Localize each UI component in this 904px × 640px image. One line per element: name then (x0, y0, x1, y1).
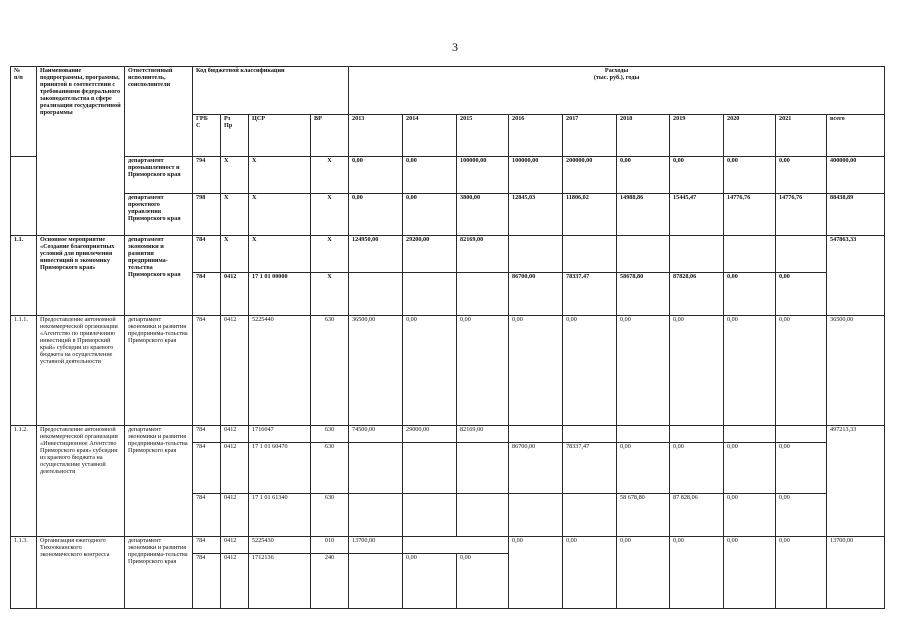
cell-value: 15445,47 (670, 194, 724, 236)
cell-value: 0,00 (617, 316, 670, 426)
cell-rzpr: 0412 (221, 443, 249, 494)
cell-csr: 1716047 (249, 426, 311, 443)
cell-grbs: 784 (193, 236, 221, 273)
cell-value: 0,00 (776, 494, 827, 537)
cell-value: 0,00 (457, 554, 509, 609)
cell-vr: X (311, 236, 349, 273)
cell-rzpr: 0412 (221, 426, 249, 443)
cell-name: Основное мероприятие «Создание благоприятных условий для привлечения инвестиций в экономику Приморского края» (37, 236, 125, 316)
cell-value: 200000,00 (563, 157, 617, 194)
cell-vr: 630 (311, 443, 349, 494)
cell-value: 78337,47 (563, 273, 617, 316)
table-row (11, 537, 885, 554)
cell-vr: 010 (311, 537, 349, 554)
cell-csr: X (249, 157, 311, 194)
cell-rzpr: 0412 (221, 273, 249, 316)
cell-value: 0,00 (670, 537, 724, 609)
cell-value: 12845,03 (509, 194, 563, 236)
cell-empty (509, 426, 563, 443)
cell-name: Предоставление автономной некоммерческой организации «Инвестиционное Агентство Приморского края» субсидии из краевого бюджета на осуществление уставной деятельности (37, 426, 125, 537)
cell-empty (349, 554, 403, 609)
header-responsible: Ответственный исполнитель, соисполнители (125, 67, 193, 157)
cell-total: 400000,00 (827, 157, 885, 194)
cell-empty (11, 157, 37, 236)
header-grbs: ГРБ С (193, 115, 221, 157)
cell-responsible: департамент промышленност и Приморского края (125, 157, 193, 194)
cell-value: 0,00 (509, 537, 563, 609)
cell-value: 0,00 (670, 316, 724, 426)
header-year: 2013 (349, 115, 403, 157)
cell-vr: X (311, 194, 349, 236)
cell-empty (403, 273, 457, 316)
cell-rzpr: 0412 (221, 554, 249, 609)
cell-value: 0,00 (563, 316, 617, 426)
cell-empty (349, 494, 403, 537)
cell-grbs: 784 (193, 316, 221, 426)
cell-value: 82169,00 (457, 426, 509, 443)
cell-total: 13700,00 (827, 537, 885, 609)
cell-csr: X (249, 236, 311, 273)
cell-value: 0,00 (509, 316, 563, 426)
cell-csr: 17 1 01 00000 (249, 273, 311, 316)
cell-empty (403, 443, 457, 494)
cell-responsible: департамент проектного управления Приморского края (125, 194, 193, 236)
header-csr: ЦСР (249, 115, 311, 157)
cell-rzpr: X (221, 236, 249, 273)
budget-table (10, 66, 885, 609)
cell-value: 0,00 (724, 157, 776, 194)
cell-total: 497213,33 (827, 426, 885, 537)
cell-value: 3800,00 (457, 194, 509, 236)
cell-value: 78337,47 (563, 443, 617, 494)
cell-value: 0,00 (724, 273, 776, 316)
header-year: 2016 (509, 115, 563, 157)
cell-vr: 630 (311, 426, 349, 443)
cell-value: 11806,02 (563, 194, 617, 236)
cell-empty (776, 426, 827, 443)
cell-empty (563, 426, 617, 443)
cell-value: 82169,00 (457, 236, 509, 273)
cell-grbs: 784 (193, 273, 221, 316)
cell-empty (563, 236, 617, 273)
cell-grbs: 794 (193, 157, 221, 194)
header-expenses: Расходы (тыс. руб.), годы (349, 67, 885, 115)
cell-responsible: департамент экономики и развития предпринима-тельства Приморского края (125, 236, 193, 316)
cell-empty (670, 426, 724, 443)
cell-grbs: 784 (193, 494, 221, 537)
cell-empty (724, 426, 776, 443)
header-vr: ВР (311, 115, 349, 157)
table-row (11, 157, 885, 194)
cell-vr: 240 (311, 554, 349, 609)
cell-num: 1.1.3. (11, 537, 37, 609)
cell-csr: 17 1 01 60470 (249, 443, 311, 494)
cell-value: 0,00 (403, 554, 457, 609)
cell-value: 0,00 (776, 157, 827, 194)
cell-total: 88438,89 (827, 194, 885, 236)
cell-csr: X (249, 194, 311, 236)
cell-vr: 630 (311, 316, 349, 426)
cell-value: 0,00 (670, 157, 724, 194)
cell-value: 14776,76 (776, 194, 827, 236)
cell-empty (509, 494, 563, 537)
cell-value: 13700,00 (349, 537, 403, 554)
cell-value: 29200,00 (403, 236, 457, 273)
cell-vr: X (311, 273, 349, 316)
cell-total: 547863,33 (827, 236, 885, 316)
header-year: 2019 (670, 115, 724, 157)
cell-value: 0,00 (724, 537, 776, 609)
cell-value: 0,00 (776, 316, 827, 426)
cell-value: 14776,76 (724, 194, 776, 236)
cell-value: 87 828,06 (670, 494, 724, 537)
cell-value: 0,00 (617, 537, 670, 609)
cell-value: 0,00 (776, 443, 827, 494)
cell-rzpr: 0412 (221, 494, 249, 537)
cell-grbs: 784 (193, 554, 221, 609)
cell-csr: 5225430 (249, 537, 311, 554)
cell-value: 0,00 (403, 316, 457, 426)
cell-grbs: 798 (193, 194, 221, 236)
table-row (11, 236, 885, 273)
cell-empty (724, 236, 776, 273)
cell-value: 0,00 (563, 537, 617, 609)
cell-empty (776, 236, 827, 273)
header-year: 2021 (776, 115, 827, 157)
header-rzpr: Рз Пр (221, 115, 249, 157)
cell-value: 87828,06 (670, 273, 724, 316)
cell-empty (563, 494, 617, 537)
cell-value: 0,00 (776, 273, 827, 316)
header-year: 2020 (724, 115, 776, 157)
header-total: всего (827, 115, 885, 157)
cell-num: 1.1.2. (11, 426, 37, 537)
cell-num: 1.1. (11, 236, 37, 316)
cell-empty (617, 236, 670, 273)
cell-empty (457, 443, 509, 494)
header-name: Наименование подпрограммы, программы, принятой в соответствии с требованиями федерального законодательства в сфере реализации государственной программы (37, 67, 125, 236)
cell-empty (349, 443, 403, 494)
cell-total: 36500,00 (827, 316, 885, 426)
cell-vr: 630 (311, 494, 349, 537)
cell-rzpr: 0412 (221, 537, 249, 554)
cell-value: 0,00 (617, 443, 670, 494)
cell-grbs: 784 (193, 426, 221, 443)
cell-value: 86700,00 (509, 443, 563, 494)
cell-csr: 5225440 (249, 316, 311, 426)
cell-csr: 17 1 01 61340 (249, 494, 311, 537)
page-number: 3 (452, 40, 458, 54)
header-year: 2018 (617, 115, 670, 157)
cell-responsible: департамент экономики и развития предпринима-тельства Приморского края (125, 537, 193, 609)
cell-value: 100000,00 (509, 157, 563, 194)
header-kbk: Код бюджетной классификации (193, 67, 349, 115)
header-year: 2017 (563, 115, 617, 157)
cell-rzpr: 0412 (221, 316, 249, 426)
cell-value: 0,00 (403, 157, 457, 194)
cell-value: 0,00 (457, 316, 509, 426)
cell-value: 0,00 (403, 194, 457, 236)
cell-value: 0,00 (724, 443, 776, 494)
cell-value: 58 678,80 (617, 494, 670, 537)
cell-name: Организация ежегодного Тихоокеанского экономического конгресса (37, 537, 125, 609)
cell-empty (403, 537, 509, 554)
header-year: 2015 (457, 115, 509, 157)
cell-value: 0,00 (724, 494, 776, 537)
cell-value: 86700,00 (509, 273, 563, 316)
cell-empty (349, 273, 403, 316)
cell-value: 74500,00 (349, 426, 403, 443)
cell-empty (670, 236, 724, 273)
cell-vr: X (311, 157, 349, 194)
cell-value: 0,00 (617, 157, 670, 194)
cell-value: 0,00 (349, 157, 403, 194)
header-num: № п/п (11, 67, 37, 157)
cell-rzpr: X (221, 194, 249, 236)
cell-rzpr: X (221, 157, 249, 194)
cell-responsible: департамент экономики и развития предпринима-тельства Приморского края (125, 316, 193, 426)
cell-value: 124950,00 (349, 236, 403, 273)
cell-value: 0,00 (724, 316, 776, 426)
header-row-1 (11, 67, 885, 115)
cell-value: 100000,00 (457, 157, 509, 194)
table-row (11, 194, 885, 236)
cell-empty (457, 273, 509, 316)
cell-value: 0,00 (776, 537, 827, 609)
cell-empty (457, 494, 509, 537)
cell-name: Предоставление автономной некоммерческой организации «Агентство по привлечению инвестиций в Приморский край» субсидии из краевого бюджета на осуществление уставной деятельности (37, 316, 125, 426)
cell-value: 36500,00 (349, 316, 403, 426)
cell-empty (509, 236, 563, 273)
cell-grbs: 784 (193, 443, 221, 494)
cell-value: 0,00 (349, 194, 403, 236)
cell-value: 0,00 (670, 443, 724, 494)
cell-value: 14988,86 (617, 194, 670, 236)
cell-empty (403, 494, 457, 537)
table-row (11, 426, 885, 443)
table-row (11, 316, 885, 426)
cell-value: 58678,80 (617, 273, 670, 316)
cell-responsible: департамент экономики и развития предпринима-тельства Приморского края (125, 426, 193, 537)
cell-value: 29000,00 (403, 426, 457, 443)
cell-csr: 1712136 (249, 554, 311, 609)
cell-grbs: 784 (193, 537, 221, 554)
header-year: 2014 (403, 115, 457, 157)
cell-empty (617, 426, 670, 443)
cell-num: 1.1.1. (11, 316, 37, 426)
